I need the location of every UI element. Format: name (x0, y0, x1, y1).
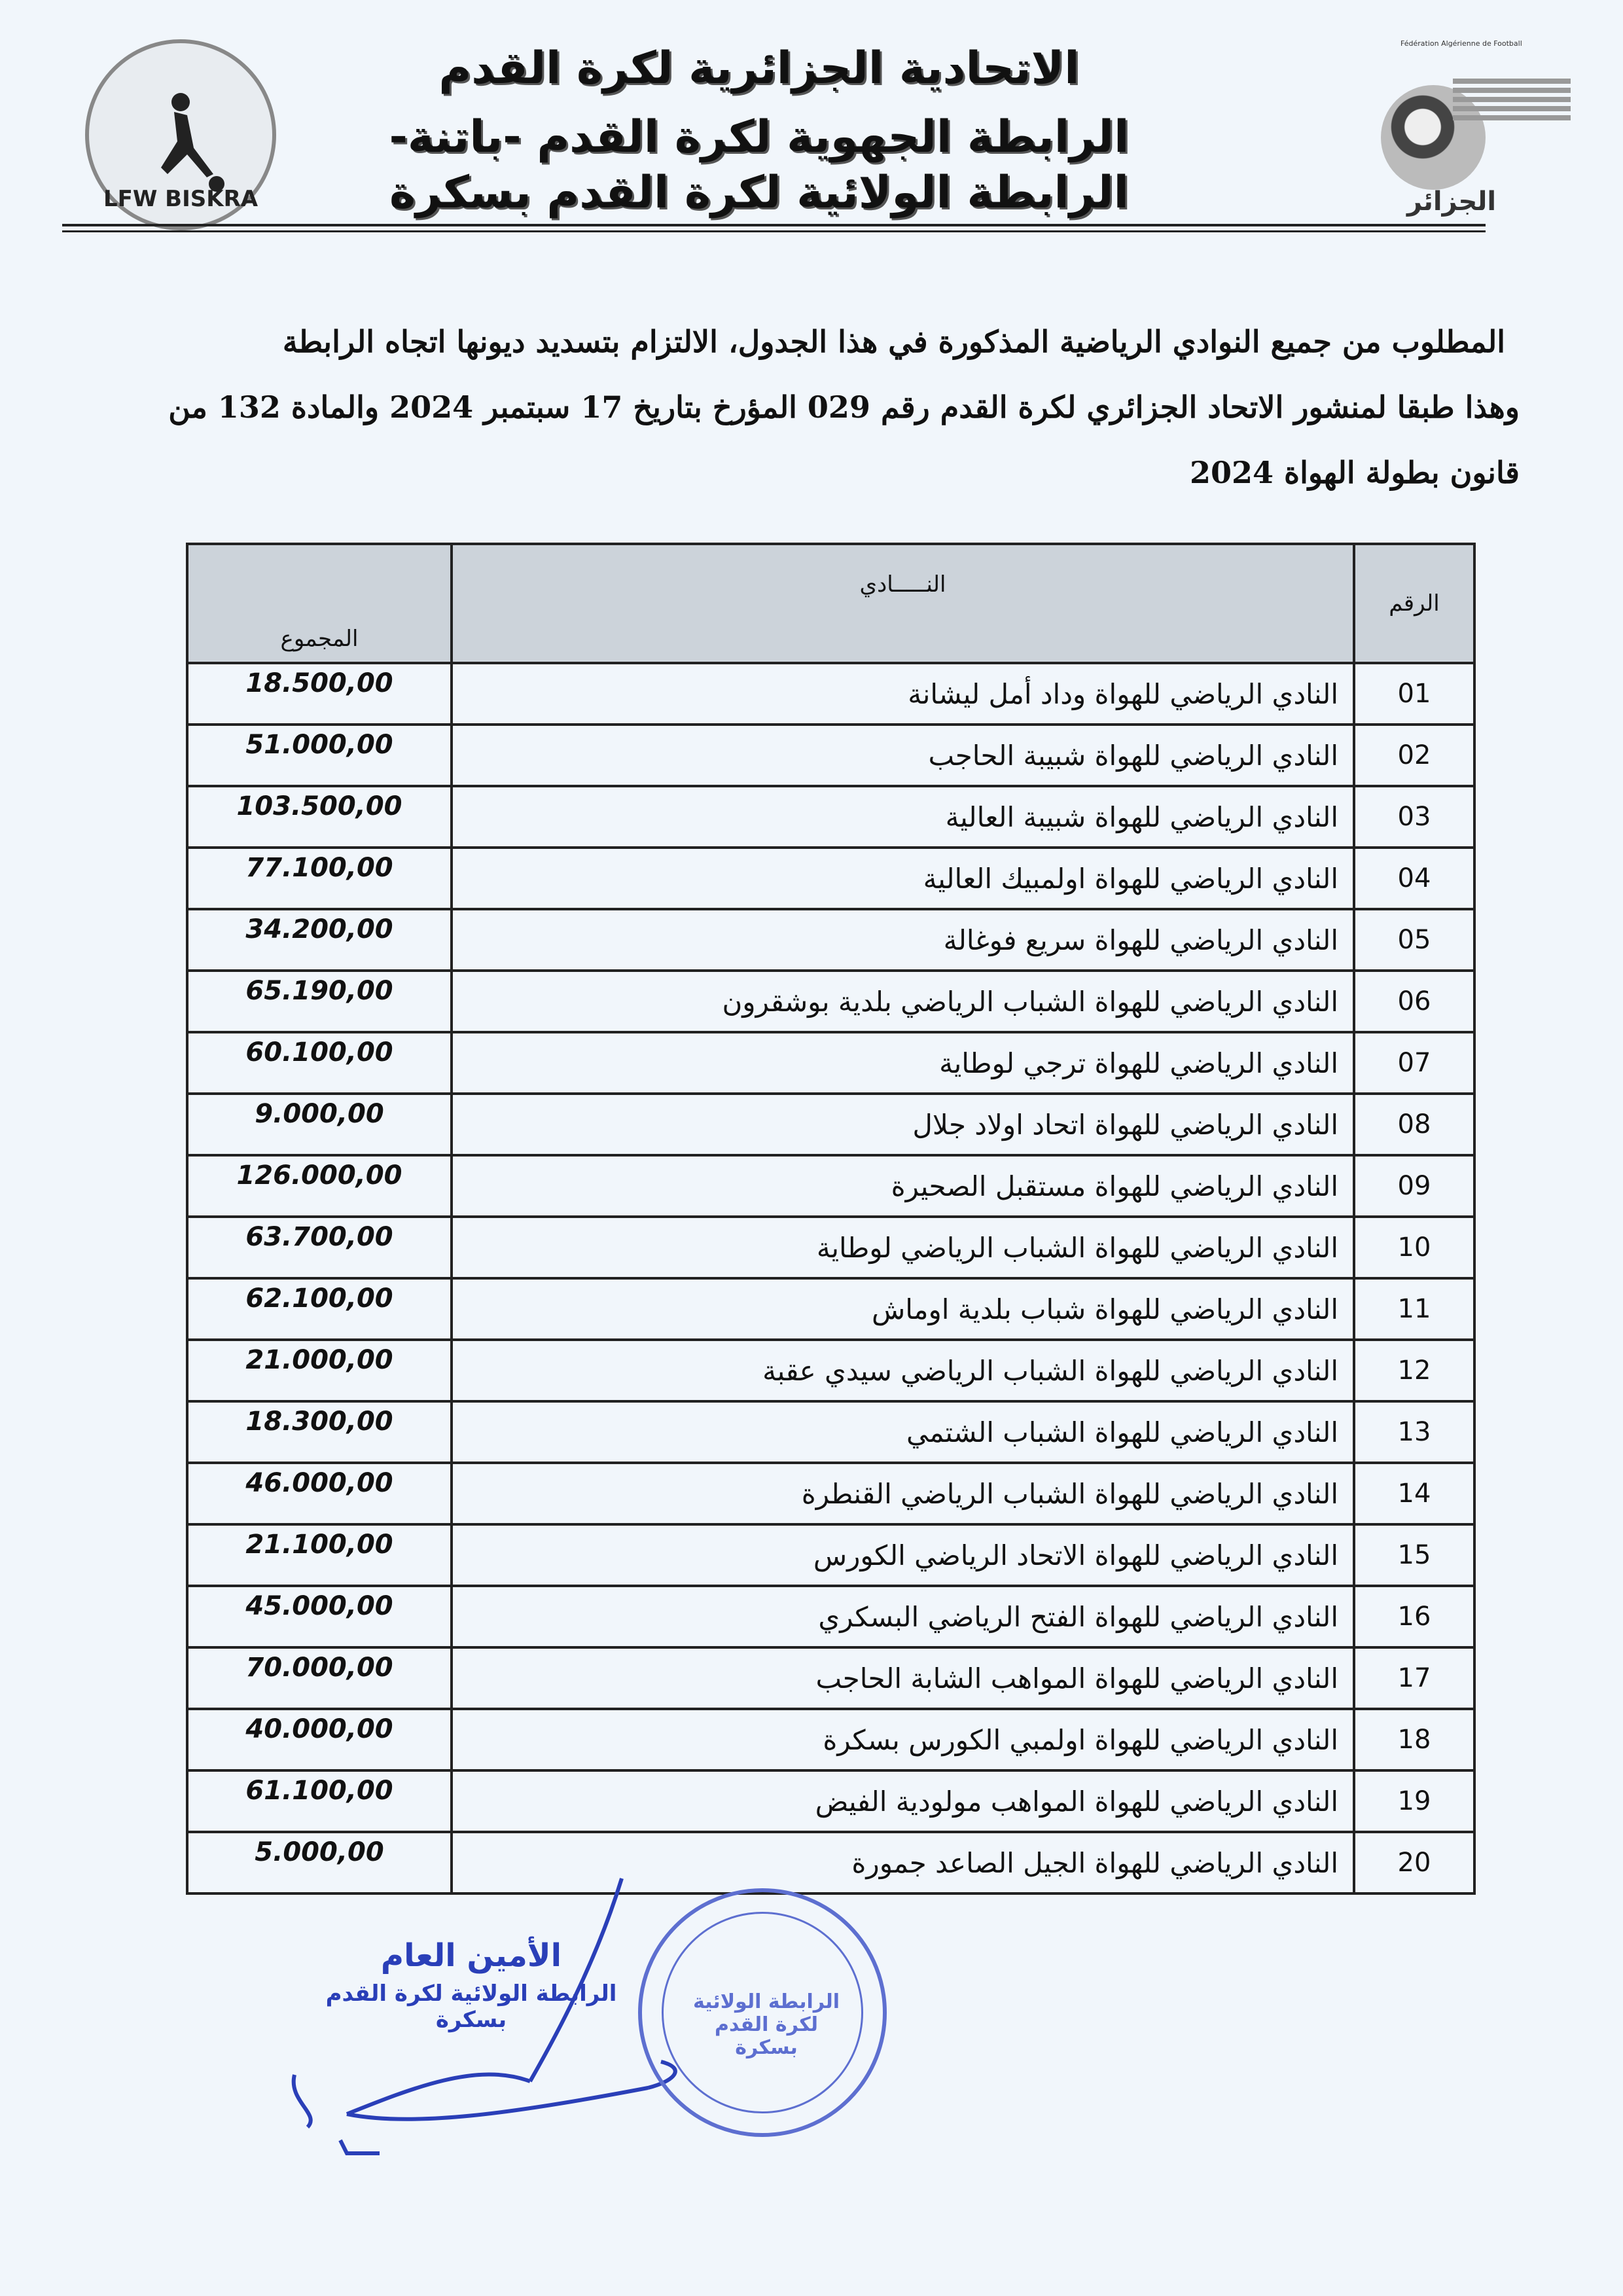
table-row (187, 909, 1474, 971)
table-row (187, 1647, 1474, 1709)
table-row (187, 1709, 1474, 1770)
row-number: 18 (1354, 1709, 1474, 1770)
row-club: النادي الرياضي للهواة مستقبل الصحيرة (452, 1155, 1354, 1217)
intro-line-1: المطلوب من جميع النوادي الرياضية المذكورة في هذا الجدول، الالتزام بتسديد ديونها اتجاه الرابطة (282, 324, 1505, 359)
table-row (187, 1524, 1474, 1586)
row-number: 05 (1354, 909, 1474, 971)
row-number: 04 (1354, 848, 1474, 909)
row-club: النادي الرياضي للهواة الاتحاد الرياضي الكورس (452, 1524, 1354, 1586)
signature-org: الرابطة الولائية لكرة القدم بسكرة (325, 1981, 617, 2033)
row-total: 63.700,00 (187, 1217, 452, 1278)
header-regional-league: الرابطة الجهوية لكرة القدم -باتنة- (389, 111, 1130, 163)
row-club: النادي الرياضي للهواة الفتح الرياضي البسكري (452, 1586, 1354, 1647)
row-club: النادي الرياضي للهواة شباب بلدية اوماش (452, 1278, 1354, 1340)
row-club: النادي الرياضي للهواة المواهب مولودية الفيض (452, 1770, 1354, 1832)
row-club: النادي الرياضي للهواة الشباب الرياضي سيدي عقبة (452, 1340, 1354, 1401)
table-row (187, 1770, 1474, 1832)
row-number: 12 (1354, 1340, 1474, 1401)
header-divider (62, 224, 1486, 226)
intro-line-3: قانون بطولة الهواة 2024 (1189, 455, 1520, 490)
faf-logo-text: الجزائر (1407, 187, 1497, 217)
left-logo-text: LFW BISKRA (103, 186, 259, 212)
row-total: 21.100,00 (187, 1524, 452, 1586)
row-total: 45.000,00 (187, 1586, 452, 1647)
row-number: 09 (1354, 1155, 1474, 1217)
row-total: 65.190,00 (187, 971, 452, 1032)
debts-table (186, 543, 1476, 1895)
row-total: 18.500,00 (187, 663, 452, 725)
table-row (187, 1032, 1474, 1094)
row-total: 5.000,00 (187, 1832, 452, 1893)
row-number: 20 (1354, 1832, 1474, 1893)
row-number: 06 (1354, 971, 1474, 1032)
row-club: النادي الرياضي للهواة سريع فوغالة (452, 909, 1354, 971)
table-row (187, 971, 1474, 1032)
row-club: النادي الرياضي للهواة الجيل الصاعد جمورة (452, 1832, 1354, 1893)
faf-logo (1368, 39, 1584, 229)
header-wilaya-league: الرابطة الولائية لكرة القدم بسكرة (389, 167, 1129, 219)
row-club: النادي الرياضي للهواة شبيبة الحاجب (452, 725, 1354, 786)
stamp-text: الرابطة الولائية لكرة القدم بسكرة (692, 1990, 840, 2059)
row-club: النادي الرياضي للهواة الشباب الرياضي بلدية بوشقرون (452, 971, 1354, 1032)
row-number: 03 (1354, 786, 1474, 848)
faf-stripes (1453, 79, 1571, 124)
row-club: النادي الرياضي للهواة اتحاد اولاد جلال (452, 1094, 1354, 1155)
row-number: 08 (1354, 1094, 1474, 1155)
table-row (187, 663, 1474, 725)
header-federation: الاتحادية الجزائرية لكرة القدم (438, 43, 1080, 94)
row-total: 126.000,00 (187, 1155, 452, 1217)
row-number: 17 (1354, 1647, 1474, 1709)
row-club: النادي الرياضي للهواة اولمبيك العالية (452, 848, 1354, 909)
table-row (187, 1463, 1474, 1524)
table-header-row (187, 544, 1474, 663)
row-number: 13 (1354, 1401, 1474, 1463)
row-club: النادي الرياضي للهواة ترجي لوطاية (452, 1032, 1354, 1094)
row-total: 40.000,00 (187, 1709, 452, 1770)
row-club: النادي الرياضي للهواة المواهب الشابة الحاجب (452, 1647, 1354, 1709)
table-row (187, 786, 1474, 848)
row-total: 77.100,00 (187, 848, 452, 909)
table-row (187, 848, 1474, 909)
row-number: 11 (1354, 1278, 1474, 1340)
header-divider (62, 230, 1486, 232)
table-row (187, 1401, 1474, 1463)
row-number: 16 (1354, 1586, 1474, 1647)
header-club: النـــــادي (452, 544, 1354, 663)
row-club: النادي الرياضي للهواة الشباب الشتمي (452, 1401, 1354, 1463)
table-row (187, 1586, 1474, 1647)
table-row (187, 725, 1474, 786)
signature-title: الأمين العام (380, 1937, 562, 1974)
row-total: 60.100,00 (187, 1032, 452, 1094)
table-row (187, 1217, 1474, 1278)
table-row (187, 1094, 1474, 1155)
row-club: النادي الرياضي للهواة وداد أمل ليشانة (452, 663, 1354, 725)
row-total: 51.000,00 (187, 725, 452, 786)
row-club: النادي الرياضي للهواة الشباب الرياضي القنطرة (452, 1463, 1354, 1524)
row-number: 14 (1354, 1463, 1474, 1524)
row-total: 61.100,00 (187, 1770, 452, 1832)
row-club: النادي الرياضي للهواة اولمبي الكورس بسكرة (452, 1709, 1354, 1770)
faf-caption: Fédération Algérienne de Football (1400, 39, 1522, 48)
row-total: 21.000,00 (187, 1340, 452, 1401)
table-row (187, 1278, 1474, 1340)
row-number: 01 (1354, 663, 1474, 725)
row-number: 15 (1354, 1524, 1474, 1586)
row-number: 02 (1354, 725, 1474, 786)
row-total: 46.000,00 (187, 1463, 452, 1524)
intro-line-2: وهذا طبقا لمنشور الاتحاد الجزائري لكرة القدم رقم 029 المؤرخ بتاريخ 17 سبتمبر 2024 والمادة 132 من (168, 389, 1520, 425)
row-club: النادي الرياضي للهواة الشباب الرياضي لوطاية (452, 1217, 1354, 1278)
header-number: الرقم (1354, 544, 1474, 663)
header-total: المجموع (187, 544, 452, 663)
table-row (187, 1155, 1474, 1217)
official-stamp (638, 1888, 887, 2137)
row-total: 62.100,00 (187, 1278, 452, 1340)
table-row (187, 1340, 1474, 1401)
row-total: 9.000,00 (187, 1094, 452, 1155)
row-number: 07 (1354, 1032, 1474, 1094)
row-club: النادي الرياضي للهواة شبيبة العالية (452, 786, 1354, 848)
row-total: 70.000,00 (187, 1647, 452, 1709)
row-number: 10 (1354, 1217, 1474, 1278)
row-number: 19 (1354, 1770, 1474, 1832)
row-total: 34.200,00 (187, 909, 452, 971)
row-total: 103.500,00 (187, 786, 452, 848)
row-total: 18.300,00 (187, 1401, 452, 1463)
